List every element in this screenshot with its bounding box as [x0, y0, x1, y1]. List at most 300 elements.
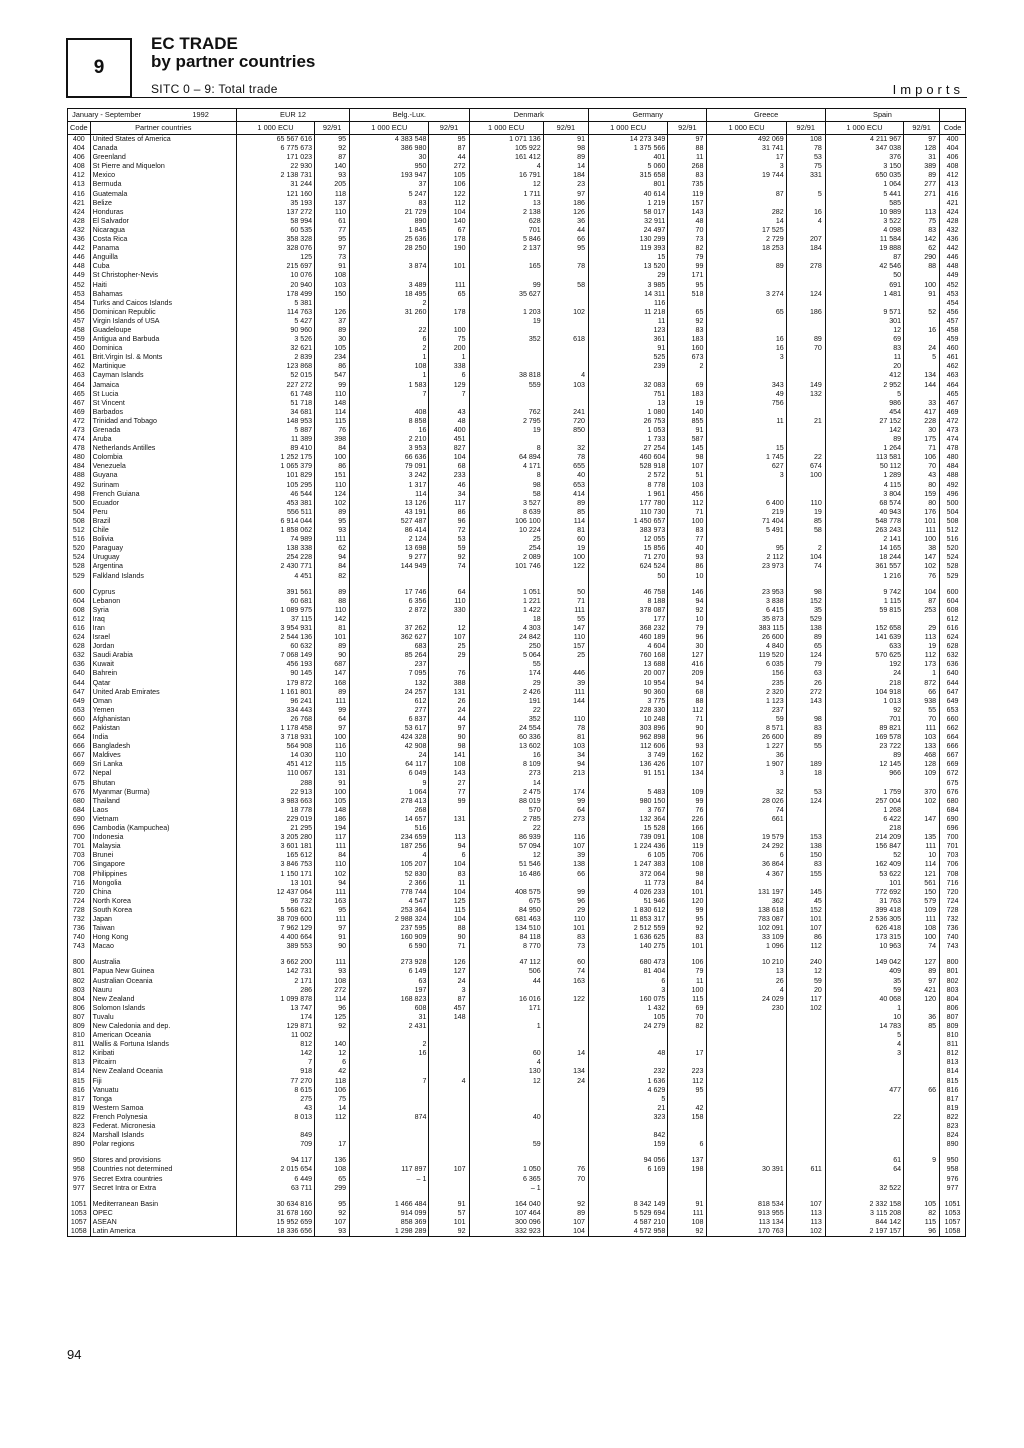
table-cell: 114 — [315, 995, 350, 1004]
table-cell: 83 — [786, 724, 825, 733]
table-cell: 110 — [543, 915, 588, 924]
table-cell: 138 338 — [236, 544, 314, 553]
table-row — [68, 281, 966, 290]
table-cell: 254 — [469, 544, 543, 553]
table-cell: 13 688 — [589, 660, 668, 669]
table-cell: 42 546 — [825, 262, 903, 271]
table-cell: Sri Lanka — [90, 760, 236, 769]
table-cell: 389 553 — [236, 942, 314, 951]
table-cell: 570 — [469, 806, 543, 815]
table-cell: 99 — [429, 797, 469, 806]
table-cell — [668, 1184, 707, 1193]
gap-cell — [589, 581, 668, 588]
table-cell — [786, 879, 825, 888]
table-cell: 19 — [469, 426, 543, 435]
table-cell: 732 — [68, 915, 91, 924]
table-cell: 36 — [904, 1013, 940, 1022]
table-cell: 463 — [940, 371, 966, 380]
table-cell: 98 — [429, 742, 469, 751]
gap-cell — [589, 1193, 668, 1200]
table-cell: 674 — [786, 462, 825, 471]
table-cell: 92 — [543, 1200, 588, 1209]
table-cell: 124 — [786, 797, 825, 806]
table-cell: 383 973 — [589, 526, 668, 535]
table-cell: 26 600 — [707, 633, 786, 642]
table-cell: 3 983 663 — [236, 797, 314, 806]
table-cell: 174 — [543, 788, 588, 797]
gap-cell — [429, 951, 469, 958]
table-cell: 1 636 — [589, 1077, 668, 1086]
table-cell: 99 — [543, 797, 588, 806]
col-pct: 92/91 — [543, 122, 588, 135]
table-row — [68, 1227, 966, 1237]
table-cell — [786, 199, 825, 208]
table-cell: 230 — [707, 1004, 786, 1013]
table-cell: Haiti — [90, 281, 236, 290]
table-cell: 107 — [786, 1200, 825, 1209]
table-cell: 421 — [904, 986, 940, 995]
table-cell: 2 138 — [469, 208, 543, 217]
table-cell: 986 — [825, 399, 903, 408]
table-row — [68, 851, 966, 860]
table-cell: 32 522 — [825, 1184, 903, 1193]
table-cell: 6 049 — [350, 769, 429, 778]
table-cell: 30 — [350, 153, 429, 162]
table-cell: 6 105 — [589, 851, 668, 860]
table-cell: 18 244 — [825, 553, 903, 562]
table-cell: 11 — [668, 977, 707, 986]
table-cell: Oman — [90, 697, 236, 706]
table-cell: 92 — [315, 144, 350, 153]
table-row — [68, 344, 966, 353]
table-cell: 817 — [68, 1095, 91, 1104]
table-cell: 819 — [68, 1104, 91, 1113]
table-cell: 111 — [904, 842, 940, 851]
table-cell: 81 — [543, 526, 588, 535]
gap-cell — [668, 1193, 707, 1200]
table-cell: 404 — [68, 144, 91, 153]
table-cell: 33 — [904, 399, 940, 408]
table-cell: 2 426 — [469, 688, 543, 697]
table-cell: 347 038 — [825, 144, 903, 153]
table-cell: – 1 — [350, 1175, 429, 1184]
col-ecu: 1 000 ECU — [236, 122, 314, 135]
table-cell: 87 — [429, 144, 469, 153]
gap-cell — [589, 1149, 668, 1156]
table-cell: 107 — [429, 633, 469, 642]
table-cell: 155 — [786, 870, 825, 879]
table-cell: 35 873 — [707, 615, 786, 624]
table-cell: 237 — [707, 706, 786, 715]
table-cell: Laos — [90, 806, 236, 815]
table-cell: New Zealand Oceania — [90, 1067, 236, 1076]
table-cell: 118 — [315, 1077, 350, 1086]
table-cell: 62 — [904, 244, 940, 253]
table-cell: Countries not determined — [90, 1165, 236, 1174]
table-cell: Anguilla — [90, 253, 236, 262]
table-cell: 104 — [429, 915, 469, 924]
table-cell: 91 — [543, 135, 588, 145]
table-cell: 9 742 — [825, 588, 903, 597]
col-pct: 92/91 — [429, 122, 469, 135]
table-cell: 13 101 — [236, 879, 314, 888]
table-cell: 107 — [668, 462, 707, 471]
period-label: January - September — [72, 110, 142, 120]
table-cell: 55 — [543, 615, 588, 624]
table-cell: 473 — [940, 426, 966, 435]
table-cell — [589, 1175, 668, 1184]
table-cell: 96 — [904, 1227, 940, 1237]
table-cell: 1 745 — [707, 453, 786, 462]
table-cell: 105 922 — [469, 144, 543, 153]
table-cell: 83 — [543, 933, 588, 942]
table-cell: 484 — [68, 462, 91, 471]
table-cell: 6 149 — [350, 967, 429, 976]
table-cell: 40 — [543, 471, 588, 480]
table-cell: 111 — [315, 842, 350, 851]
gap-cell — [940, 1149, 966, 1156]
table-cell — [668, 1040, 707, 1049]
table-cell: 272 — [429, 162, 469, 171]
table-cell: 98 — [786, 588, 825, 597]
table-cell: 277 — [350, 706, 429, 715]
table-cell: 413 — [940, 180, 966, 189]
table-cell: 97 — [904, 135, 940, 145]
table-cell: 977 — [68, 1184, 91, 1193]
table-cell — [707, 1077, 786, 1086]
col-ecu: 1 000 ECU — [469, 122, 543, 135]
table-cell: 816 — [940, 1086, 966, 1095]
table-cell: 101 — [315, 633, 350, 642]
table-row — [68, 1067, 966, 1076]
table-cell: 104 — [786, 553, 825, 562]
table-cell: 398 — [315, 435, 350, 444]
table-cell: 783 087 — [707, 915, 786, 924]
table-cell: 653 — [940, 706, 966, 715]
table-cell: 28 250 — [350, 244, 429, 253]
table-cell — [786, 535, 825, 544]
table-cell: 300 096 — [469, 1218, 543, 1227]
table-cell: 90 145 — [236, 669, 314, 678]
table-cell: 1 178 458 — [236, 724, 314, 733]
table-cell: 112 — [668, 706, 707, 715]
table-cell: 6 — [315, 1058, 350, 1067]
table-cell: 90 — [429, 733, 469, 742]
table-cell: 107 — [668, 760, 707, 769]
table-cell: 58 — [543, 281, 588, 290]
table-cell: 428 — [68, 217, 91, 226]
table-cell: 520 — [68, 544, 91, 553]
table-cell: 500 — [68, 499, 91, 508]
table-cell: 30 634 816 — [236, 1200, 314, 1209]
table-cell: 3 526 — [236, 335, 314, 344]
table-cell: 91 — [429, 1200, 469, 1209]
table-cell: 87 — [904, 597, 940, 606]
gap-cell — [90, 951, 236, 958]
table-cell: 89 — [825, 435, 903, 444]
table-cell: 3 — [707, 769, 786, 778]
table-cell: 59 — [469, 1140, 543, 1149]
table-cell: 95 — [707, 544, 786, 553]
gap-cell — [68, 581, 91, 588]
table-cell: 108 — [786, 135, 825, 145]
table-cell: 488 — [68, 471, 91, 480]
table-cell: 1 — [825, 1004, 903, 1013]
table-row — [68, 597, 966, 606]
table-cell: 5 483 — [589, 788, 668, 797]
table-cell — [543, 1058, 588, 1067]
table-cell — [707, 1184, 786, 1193]
gap-cell — [589, 951, 668, 958]
table-cell — [668, 371, 707, 380]
table-cell — [350, 317, 429, 326]
table-cell: 5 887 — [236, 426, 314, 435]
table-cell: 110 — [543, 633, 588, 642]
table-cell: 453 — [940, 290, 966, 299]
table-cell — [904, 199, 940, 208]
table-cell — [786, 572, 825, 581]
table-row — [68, 797, 966, 806]
table-cell: 183 — [668, 390, 707, 399]
table-cell: 82 — [904, 1209, 940, 1218]
table-cell: 7 — [236, 1058, 314, 1067]
table-cell: 8 770 — [469, 942, 543, 951]
gap-cell — [315, 581, 350, 588]
table-cell: Mediterranean Basin — [90, 1200, 236, 1209]
table-cell: 6 590 — [350, 942, 429, 951]
table-cell: 53 622 — [825, 870, 903, 879]
table-cell — [429, 1156, 469, 1165]
table-cell: 2 — [786, 544, 825, 553]
table-cell: 708 — [68, 870, 91, 879]
table-cell: St Pierre and Miquelon — [90, 162, 236, 171]
table-cell: 518 — [668, 290, 707, 299]
table-cell: 89 — [315, 588, 350, 597]
table-cell: 178 499 — [236, 290, 314, 299]
table-cell: 78 — [543, 724, 588, 733]
table-cell: 111 — [315, 915, 350, 924]
table-cell: 624 — [940, 633, 966, 642]
table-cell: 127 — [668, 651, 707, 660]
table-cell — [786, 444, 825, 453]
table-cell: 65 567 616 — [236, 135, 314, 145]
table-row — [68, 462, 966, 471]
table-cell — [469, 271, 543, 280]
table-cell: 111 — [315, 888, 350, 897]
table-row — [68, 526, 966, 535]
table-cell: 616 — [68, 624, 91, 633]
table-cell: 148 953 — [236, 417, 314, 426]
table-cell: 68 — [429, 462, 469, 471]
table-cell: 16 — [469, 751, 543, 760]
table-cell: 134 510 — [469, 924, 543, 933]
table-row — [68, 208, 966, 217]
table-cell: 628 — [940, 642, 966, 651]
table-cell: 92 — [315, 1022, 350, 1031]
table-cell: 801 — [68, 967, 91, 976]
table-cell: 800 — [940, 958, 966, 967]
table-cell: 50 112 — [825, 462, 903, 471]
table-cell — [543, 1184, 588, 1193]
table-cell: 103 — [904, 733, 940, 742]
table-cell — [589, 1122, 668, 1131]
table-cell: Guadeloupe — [90, 326, 236, 335]
table-cell: 124 — [315, 490, 350, 499]
table-cell: 20 007 — [589, 669, 668, 678]
table-cell: 358 328 — [236, 235, 314, 244]
table-cell — [543, 879, 588, 888]
table-cell — [469, 986, 543, 995]
table-cell: 12 — [315, 1049, 350, 1058]
table-cell: 4 026 233 — [589, 888, 668, 897]
table-cell: 112 — [315, 1113, 350, 1122]
table-cell: 107 — [786, 924, 825, 933]
table-cell: 113 — [429, 833, 469, 842]
table-cell: Myanmar (Burma) — [90, 788, 236, 797]
table-cell: 454 — [940, 299, 966, 308]
table-cell: 52 — [904, 308, 940, 317]
table-cell: 93 — [315, 171, 350, 180]
table-cell: French Polynesia — [90, 1113, 236, 1122]
table-cell: 457 — [429, 1004, 469, 1013]
table-cell: Cayman Islands — [90, 371, 236, 380]
table-row — [68, 742, 966, 751]
table-row — [68, 499, 966, 508]
table-cell: 13 747 — [236, 1004, 314, 1013]
table-cell: 6 837 — [350, 715, 429, 724]
table-cell: 827 — [429, 444, 469, 453]
table-row — [68, 897, 966, 906]
table-cell: 676 — [68, 788, 91, 797]
table-cell: 174 — [469, 669, 543, 678]
table-cell: 914 099 — [350, 1209, 429, 1218]
table-cell: 3 522 — [825, 217, 903, 226]
table-row — [68, 517, 966, 526]
table-row — [68, 860, 966, 869]
table-cell: 4 — [429, 1077, 469, 1086]
gap-cell — [543, 1149, 588, 1156]
table-cell: India — [90, 733, 236, 742]
table-cell: Nauru — [90, 986, 236, 995]
table-cell: 149 042 — [825, 958, 903, 967]
table-cell: 99 — [469, 281, 543, 290]
table-cell — [904, 299, 940, 308]
table-cell: 113 134 — [707, 1218, 786, 1227]
table-cell: 399 418 — [825, 906, 903, 915]
table-cell: 115 — [904, 1218, 940, 1227]
table-cell: 105 — [904, 1200, 940, 1209]
table-cell: 119 — [668, 842, 707, 851]
table-cell: 408 — [68, 162, 91, 171]
table-cell: 197 — [350, 986, 429, 995]
table-cell — [786, 362, 825, 371]
table-cell: – 1 — [469, 1184, 543, 1193]
table-cell — [668, 1122, 707, 1131]
table-cell: 59 — [825, 986, 903, 995]
table-cell: 1 099 878 — [236, 995, 314, 1004]
table-cell: 488 — [940, 471, 966, 480]
table-cell: 3 — [707, 353, 786, 362]
table-cell: 5 846 — [469, 235, 543, 244]
table-cell: 669 — [940, 760, 966, 769]
table-cell: 89 — [786, 733, 825, 742]
page-title: EC TRADE — [151, 34, 238, 53]
table-cell: 1 247 383 — [589, 860, 668, 869]
table-cell: 6 422 — [825, 815, 903, 824]
table-cell: 90 — [315, 942, 350, 951]
table-cell — [469, 1013, 543, 1022]
table-cell: 147 — [904, 815, 940, 824]
table-cell — [904, 1175, 940, 1184]
table-cell: 459 — [940, 335, 966, 344]
table-cell: 5 441 — [825, 190, 903, 199]
table-cell: 106 — [904, 453, 940, 462]
table-cell: 64 — [825, 1165, 903, 1174]
table-cell: 15 856 — [589, 544, 668, 553]
table-cell: 6 449 — [236, 1175, 314, 1184]
gap-cell — [543, 951, 588, 958]
table-cell: 290 — [904, 253, 940, 262]
table-cell: 205 — [315, 180, 350, 189]
table-cell: 23 973 — [707, 562, 786, 571]
table-cell — [469, 353, 543, 362]
gap-cell — [90, 1149, 236, 1156]
table-cell: 105 — [589, 1013, 668, 1022]
table-cell: 70 — [668, 1013, 707, 1022]
table-cell: 690 — [68, 815, 91, 824]
table-row — [68, 760, 966, 769]
table-cell: 456 — [668, 490, 707, 499]
table-cell: 5 491 — [707, 526, 786, 535]
table-cell: 498 — [68, 490, 91, 499]
table-cell — [904, 362, 940, 371]
table-cell: 386 980 — [350, 144, 429, 153]
table-cell: China — [90, 888, 236, 897]
table-cell: 5 — [904, 353, 940, 362]
table-cell: 66 — [904, 1086, 940, 1095]
table-cell: 803 — [68, 986, 91, 995]
table-cell: 2 729 — [707, 235, 786, 244]
table-cell: 87 — [315, 153, 350, 162]
table-cell: 253 — [904, 606, 940, 615]
table-cell: 166 — [668, 824, 707, 833]
table-cell: Trinidad and Tobago — [90, 417, 236, 426]
table-cell: 27 152 — [825, 417, 903, 426]
table-cell: 5 381 — [236, 299, 314, 308]
table-cell — [543, 317, 588, 326]
table-cell: 1 013 — [825, 697, 903, 706]
table-cell: 209 — [668, 669, 707, 678]
table-cell: 126 — [543, 208, 588, 217]
table-cell: 811 — [68, 1040, 91, 1049]
table-cell: Brunei — [90, 851, 236, 860]
table-cell: New Caledonia and dep. — [90, 1022, 236, 1031]
table-cell: 14 657 — [350, 815, 429, 824]
table-cell — [707, 1140, 786, 1149]
table-cell: 807 — [68, 1013, 91, 1022]
table-cell: 75 — [786, 162, 825, 171]
table-cell: 89 — [315, 642, 350, 651]
table-cell: 89 — [707, 262, 786, 271]
table-cell: 98 — [543, 144, 588, 153]
table-cell: 24 497 — [589, 226, 668, 235]
table-cell: Vanuatu — [90, 1086, 236, 1095]
table-cell: 966 — [825, 769, 903, 778]
table-cell: 84 950 — [469, 906, 543, 915]
table-cell: 8 013 — [236, 1113, 314, 1122]
table-cell: 241 — [543, 408, 588, 417]
table-cell: 115 — [315, 417, 350, 426]
